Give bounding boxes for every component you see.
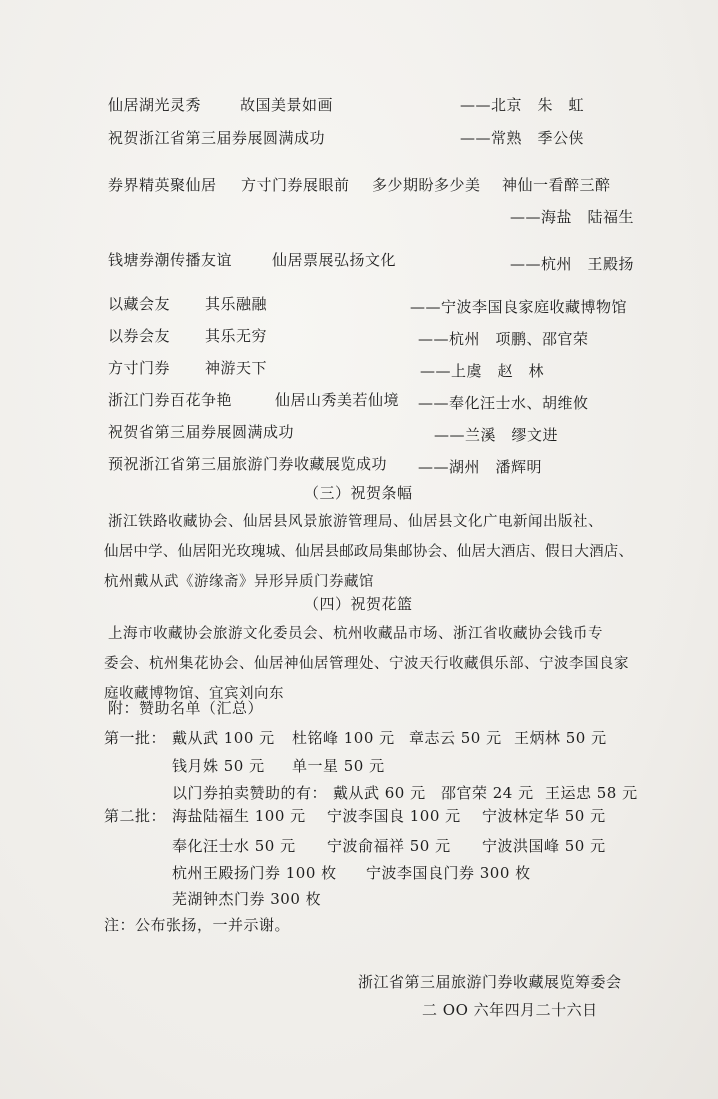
greeting-2-sign: ——常熟 季公侠 xyxy=(460,129,585,147)
batch-2-row-4-item: 芜湖钟杰门券 300 枚 xyxy=(172,890,322,908)
greeting-6-sign: ——杭州 项鹏、邵官荣 xyxy=(418,330,589,348)
section-4-heading: （四）祝贺花篮 xyxy=(304,595,413,613)
auction-item: 邵官荣 24 元 xyxy=(441,784,534,802)
greeting-7-b: 神游天下 xyxy=(205,359,268,377)
auction-label: 以门券拍卖赞助的有： xyxy=(172,784,328,802)
batch-1-row-1-item: 王炳林 50 元 xyxy=(514,729,607,747)
greeting-5-sign: ——宁波李国良家庭收藏博物馆 xyxy=(410,298,628,316)
greeting-5-a: 以藏会友 xyxy=(108,295,171,313)
greeting-8-sign: ——奉化汪士水、胡维攸 xyxy=(418,394,589,412)
greeting-4-sign: ——杭州 王殿扬 xyxy=(510,255,635,273)
greeting-9-a: 祝贺省第三届券展圆满成功 xyxy=(108,423,295,441)
greeting-1-b: 故国美景如画 xyxy=(240,96,334,114)
batch-2-row-1-item: 宁波李国良 100 元 xyxy=(327,807,461,825)
greeting-7-sign: ——上虞 赵 林 xyxy=(420,362,545,380)
section-3-line-2: 仙居中学、仙居阳光玫瑰城、仙居县邮政局集邮协会、仙居大酒店、假日大酒店、 xyxy=(104,544,634,560)
section-4-line-2: 委会、杭州集花协会、仙居神仙居管理处、宁波天行收藏俱乐部、宁波李国良家 xyxy=(104,656,629,672)
batch-1-row-1-item: 章志云 50 元 xyxy=(409,729,502,747)
signature-org: 浙江省第三届旅游门券收藏展览筹委会 xyxy=(358,973,622,991)
batch-1-row-1-item: 杜铭峰 100 元 xyxy=(292,729,395,747)
section-3-line-1: 浙江铁路收藏协会、仙居县风景旅游管理局、仙居县文化广电新闻出版社、 xyxy=(108,514,603,530)
greeting-3-c: 多少期盼多少美 xyxy=(372,176,481,194)
greeting-8-a: 浙江门券百花争艳 xyxy=(108,391,233,409)
batch-1-row-1-item: 戴从武 100 元 xyxy=(172,729,275,747)
greeting-9-sign: ——兰溪 缪文进 xyxy=(434,426,559,444)
auction-item: 戴从武 60 元 xyxy=(333,784,426,802)
section-4-line-3: 庭收藏博物馆、宜宾刘向东 xyxy=(104,686,284,702)
greeting-10-a: 预祝浙江省第三届旅游门券收藏展览成功 xyxy=(108,455,388,473)
batch-1-row-2-item: 单一星 50 元 xyxy=(292,757,385,775)
batch-2-row-3-item: 杭州王殿扬门券 100 枚 xyxy=(172,864,337,882)
sponsors-heading: 附：赞助名单（汇总） xyxy=(108,699,264,717)
greeting-10-sign: ——湖州 潘辉明 xyxy=(418,458,543,476)
greeting-6-a: 以券会友 xyxy=(108,327,171,345)
section-3-line-3: 杭州戴从武《游缘斋》异形异质门券藏馆 xyxy=(104,574,374,590)
batch-1-row-2-item: 钱月姝 50 元 xyxy=(172,757,265,775)
batch-2-row-3-item: 宁波李国良门券 300 枚 xyxy=(366,864,531,882)
batch-2-row-2-item: 宁波洪国峰 50 元 xyxy=(482,837,606,855)
greeting-8-b: 仙居山秀美若仙境 xyxy=(275,391,400,409)
greeting-2-a: 祝贺浙江省第三届券展圆满成功 xyxy=(108,129,326,147)
greeting-5-b: 其乐融融 xyxy=(205,295,268,313)
greeting-3-b: 方寸门券展眼前 xyxy=(241,176,350,194)
batch-1-label: 第一批： xyxy=(104,729,167,747)
closing-note: 注：公布张扬，一并示谢。 xyxy=(104,916,291,934)
section-4-line-1: 上海市收藏协会旅游文化委员会、杭州收藏品市场、浙江省收藏协会钱币专 xyxy=(108,626,603,642)
greeting-1-a: 仙居湖光灵秀 xyxy=(108,96,202,114)
batch-2-row-1-item: 海盐陆福生 100 元 xyxy=(172,807,306,825)
greeting-3-d: 神仙一看醉三醉 xyxy=(502,176,611,194)
batch-2-row-2-item: 奉化汪士水 50 元 xyxy=(172,837,296,855)
batch-2-label: 第二批： xyxy=(104,807,167,825)
section-3-heading: （三）祝贺条幅 xyxy=(304,484,413,502)
greeting-4-a: 钱塘券潮传播友谊 xyxy=(108,251,233,269)
greeting-4-b: 仙居票展弘扬文化 xyxy=(272,251,397,269)
greeting-6-b: 其乐无穷 xyxy=(205,327,268,345)
batch-2-row-2-item: 宁波俞福祥 50 元 xyxy=(327,837,451,855)
signature-date: 二 OO 六年四月二十六日 xyxy=(422,1001,598,1019)
greeting-3-a: 券界精英聚仙居 xyxy=(108,176,217,194)
auction-item: 王运忠 58 元 xyxy=(545,784,638,802)
greeting-1-sign: ——北京 朱 虹 xyxy=(460,96,585,114)
greeting-7-a: 方寸门券 xyxy=(108,359,171,377)
batch-2-row-1-item: 宁波林定华 50 元 xyxy=(482,807,606,825)
greeting-3-sign: ——海盐 陆福生 xyxy=(510,208,635,226)
